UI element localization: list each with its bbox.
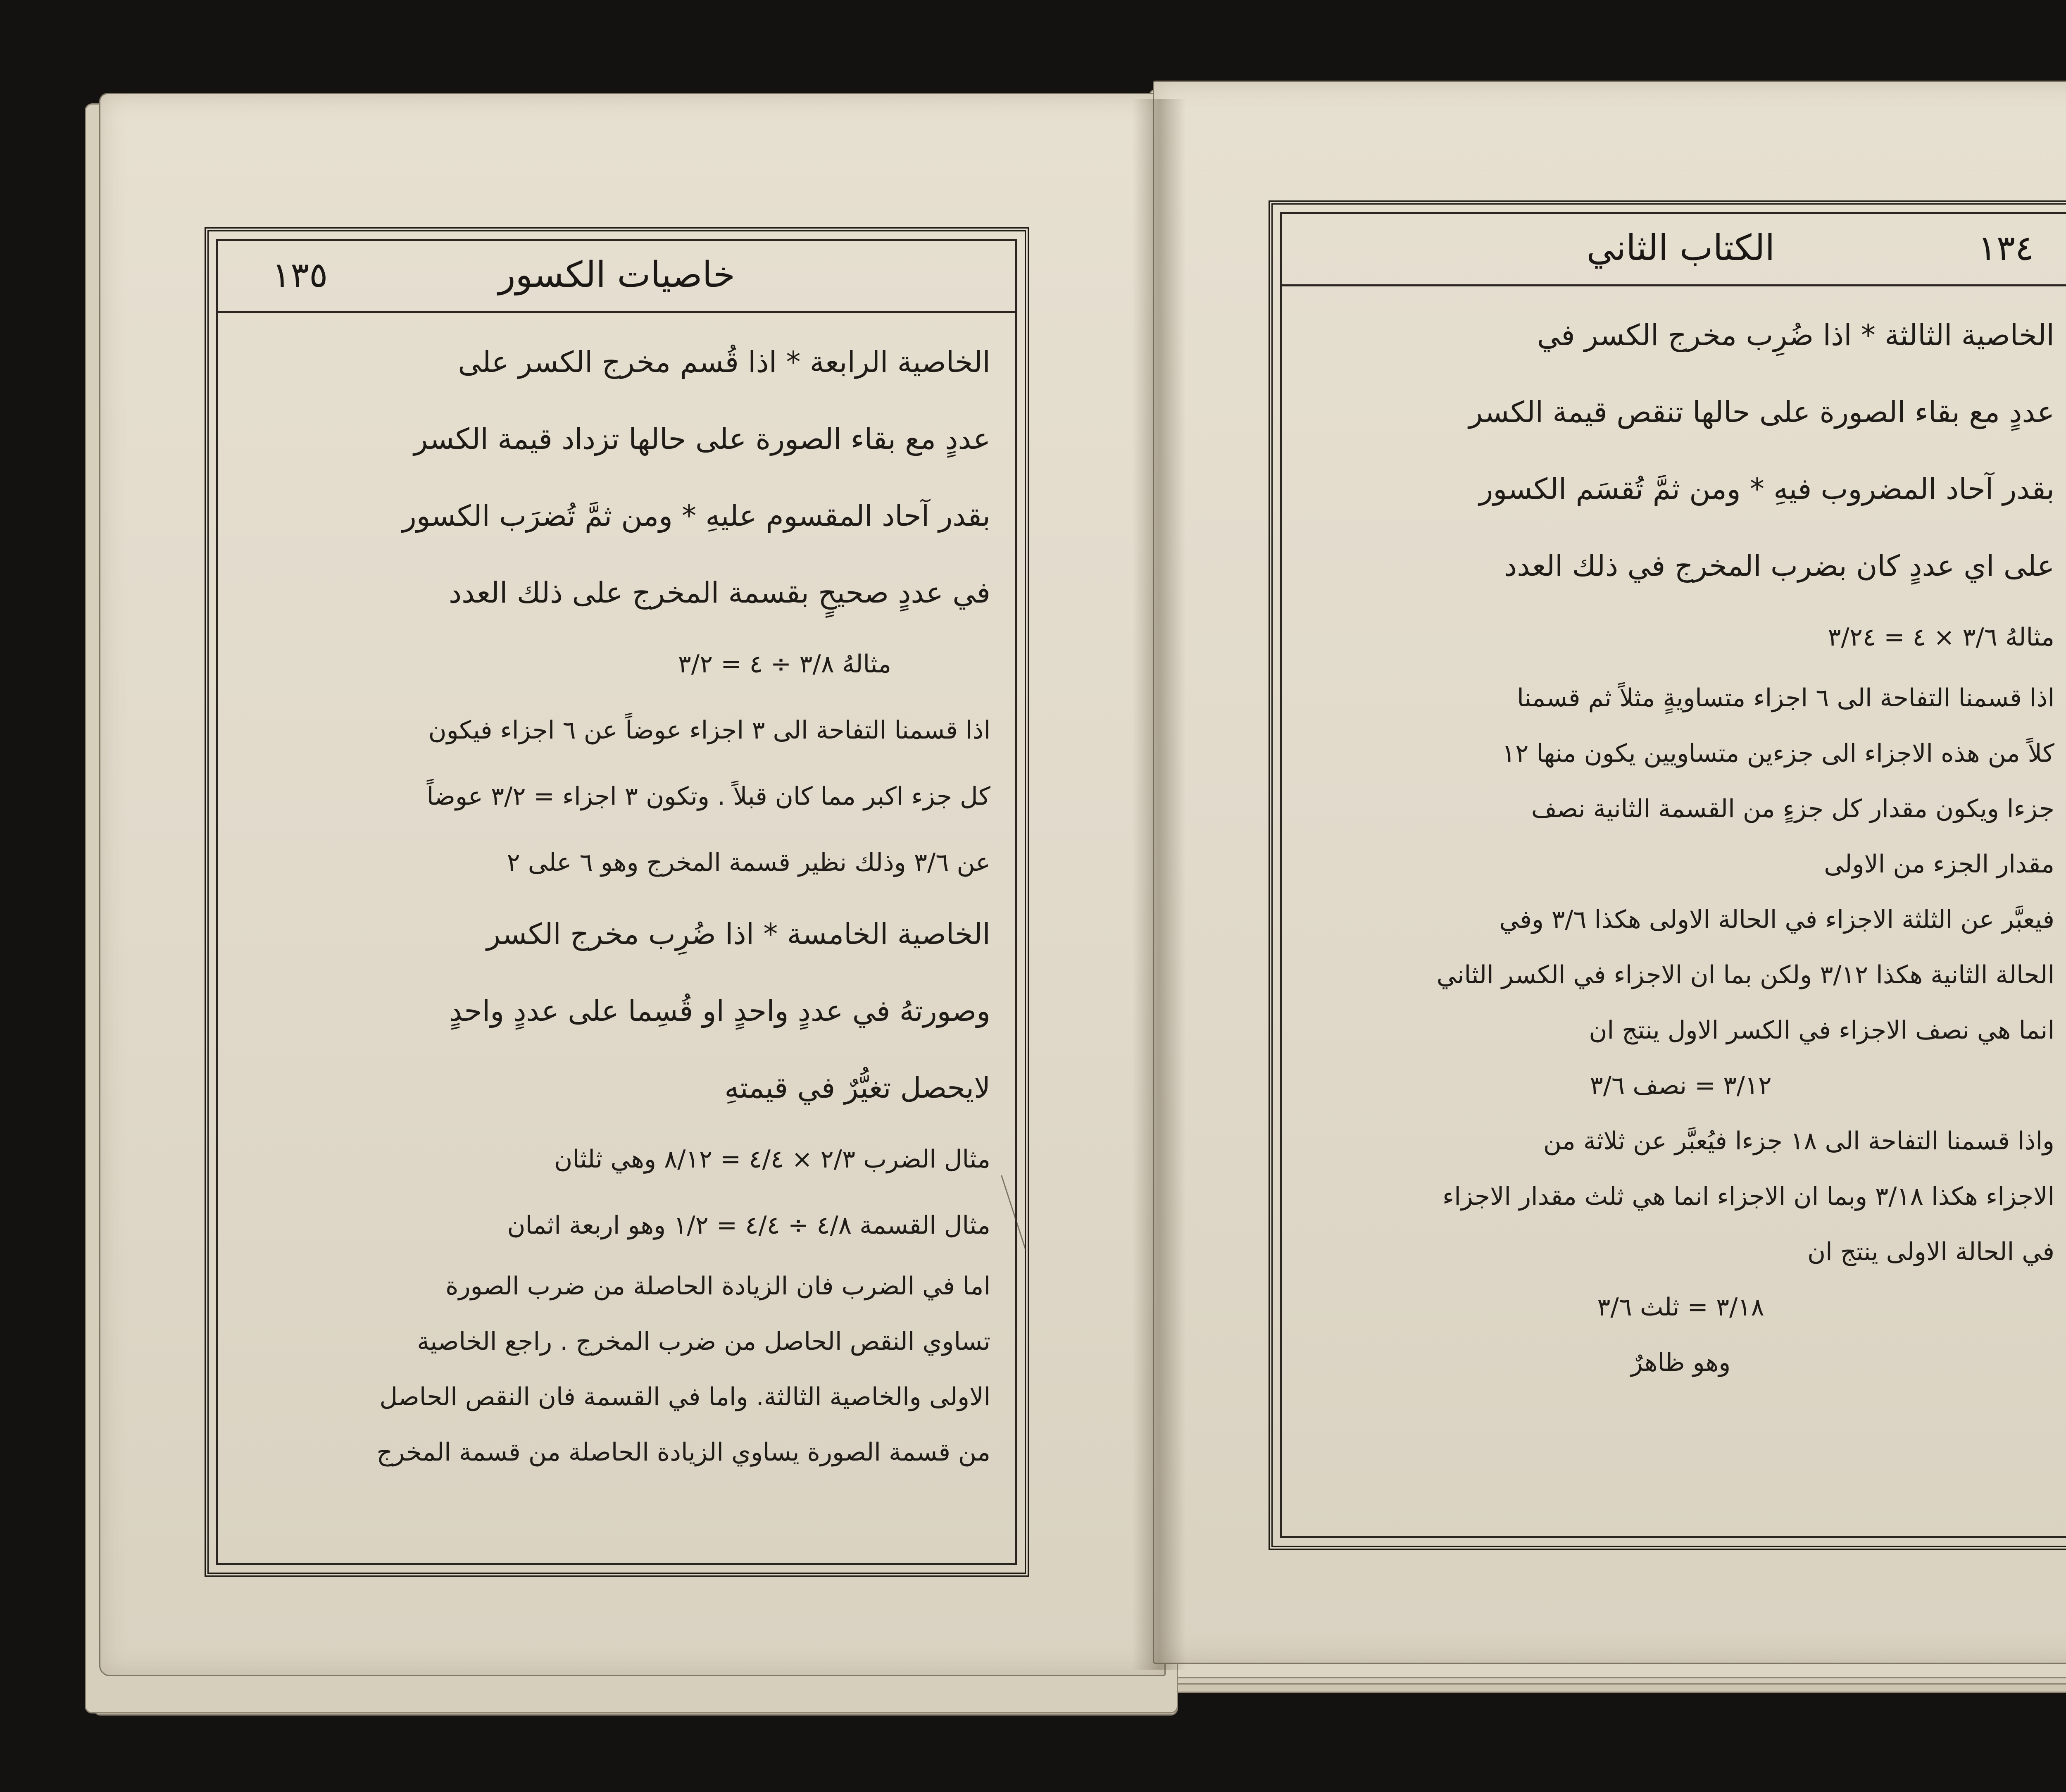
text-line: واذا قسمنا التفاحة الى ١٨ جزءا فيُعبَّر عن ثلاثة من: [1543, 1127, 2054, 1156]
text-line: في الحالة الاولى ينتج ان: [1807, 1237, 2054, 1266]
right-page-header: [1282, 214, 2066, 286]
left-page-inner-frame: [216, 239, 1017, 1565]
text-line: الخاصية الثالثة * اذا ضُرِب مخرج الكسر في: [1537, 318, 2054, 352]
left-page-header: [218, 241, 1015, 313]
example-line: مثال الضرب ٢/٣ × ٤/٤ = ٨/١٢ وهي ثلثان: [554, 1145, 990, 1174]
text-line: عددٍ مع بقاء الصورة على حالها تنقص قيمة الكسر: [1469, 395, 2054, 429]
text-line: من قسمة الصورة يساوي الزيادة الحاصلة من قسمة المخرج: [376, 1438, 990, 1467]
text-line: لايحصل تغيُّرٌ في قيمتهِ: [724, 1071, 990, 1105]
running-header-title: الكتاب الثاني: [1586, 227, 1775, 269]
text-line: عن ٣/٦ وذلك نظير قسمة المخرج وهو ٦ على ٢: [507, 848, 990, 877]
equation-line: ٣/١٨ = ثلث ٣/٦: [1597, 1293, 1764, 1322]
example-line: مثال القسمة ٤/٨ ÷ ٤/٤ = ١/٢ وهو اربعة اثمان: [507, 1211, 990, 1240]
example-line: مثالهُ ٣/٨ ÷ ٤ = ٣/٢: [678, 650, 891, 679]
text-line: الخاصية الخامسة * اذا ضُرِب مخرج الكسر: [486, 917, 990, 951]
text-line: بقدر آحاد المضروب فيهِ * ومن ثمَّ تُقسَم الكسور: [1479, 472, 2054, 506]
right-page-inner-frame: [1280, 212, 2066, 1538]
text-line: تساوي النقص الحاصل من ضرب المخرج . راجع الخاصية: [417, 1327, 990, 1356]
right-page-frame: [1269, 200, 2066, 1550]
closing-line: وهو ظاهرٌ: [1630, 1348, 1731, 1377]
text-line: اذا قسمنا التفاحة الى ٣ اجزاء عوضاً عن ٦ اجزاء فيكون: [428, 716, 990, 745]
text-line: مقدار الجزء من الاولى: [1824, 850, 2054, 879]
text-line: اما في الضرب فان الزيادة الحاصلة من ضرب الصورة: [445, 1272, 990, 1301]
text-line: انما هي نصف الاجزاء في الكسر الاول ينتج ان: [1589, 1016, 2054, 1045]
text-line: كلاً من هذه الاجزاء الى جزءين متساويين يكون منها ١٢: [1502, 739, 2054, 768]
text-line: الاجزاء هكذا ٣/١٨ وبما ان الاجزاء انما هي ثلث مقدار الاجزاء: [1442, 1182, 2054, 1211]
book-spine: [1132, 99, 1186, 1670]
text-line: فيعبَّر عن الثلثة الاجزاء في الحالة الاولى هكذا ٣/٦ وفي: [1499, 905, 2054, 934]
text-line: وصورتهُ في عددٍ واحدٍ او قُسِما على عددٍ واحدٍ: [449, 994, 990, 1028]
page-number: ١٣٥: [272, 255, 328, 295]
text-line: الخاصية الرابعة * اذا قُسم مخرج الكسر على: [458, 345, 990, 379]
text-line: كل جزء اكبر مما كان قبلاً . وتكون ٣ اجزاء = ٣/٢ عوضاً: [426, 782, 990, 811]
page-number: ١٣٤: [1978, 228, 2034, 268]
left-page-body: [243, 324, 990, 1547]
equation-line: ٣/١٢ = نصف ٣/٦: [1590, 1071, 1772, 1100]
running-header-title: خاصيات الكسور: [498, 254, 735, 295]
text-line: الاولى والخاصية الثالثة. واما في القسمة فان النقص الحاصل: [379, 1382, 990, 1411]
text-line: على اي عددٍ كان بضرب المخرج في ذلك العدد: [1504, 549, 2054, 583]
text-line: اذا قسمنا التفاحة الى ٦ اجزاء متساويةٍ مثلاً ثم قسمنا: [1517, 684, 2054, 713]
example-line: مثالهُ ٣/٦ × ٤ = ٣/٢٤: [1828, 623, 2054, 652]
left-page-frame: [205, 227, 1029, 1577]
right-page-body: [1307, 297, 2054, 1520]
text-line: عددٍ مع بقاء الصورة على حالها تزداد قيمة الكسر: [414, 422, 990, 456]
text-line: في عددٍ صحيحٍ بقسمة المخرج على ذلك العدد: [449, 576, 990, 610]
text-line: بقدر آحاد المقسوم عليهِ * ومن ثمَّ تُضرَب الكسور: [402, 499, 990, 533]
text-line: جزءا ويكون مقدار كل جزءٍ من القسمة الثانية نصف: [1531, 794, 2054, 823]
text-line: الحالة الثانية هكذا ٣/١٢ ولكن بما ان الاجزاء في الكسر الثاني: [1436, 960, 2054, 989]
